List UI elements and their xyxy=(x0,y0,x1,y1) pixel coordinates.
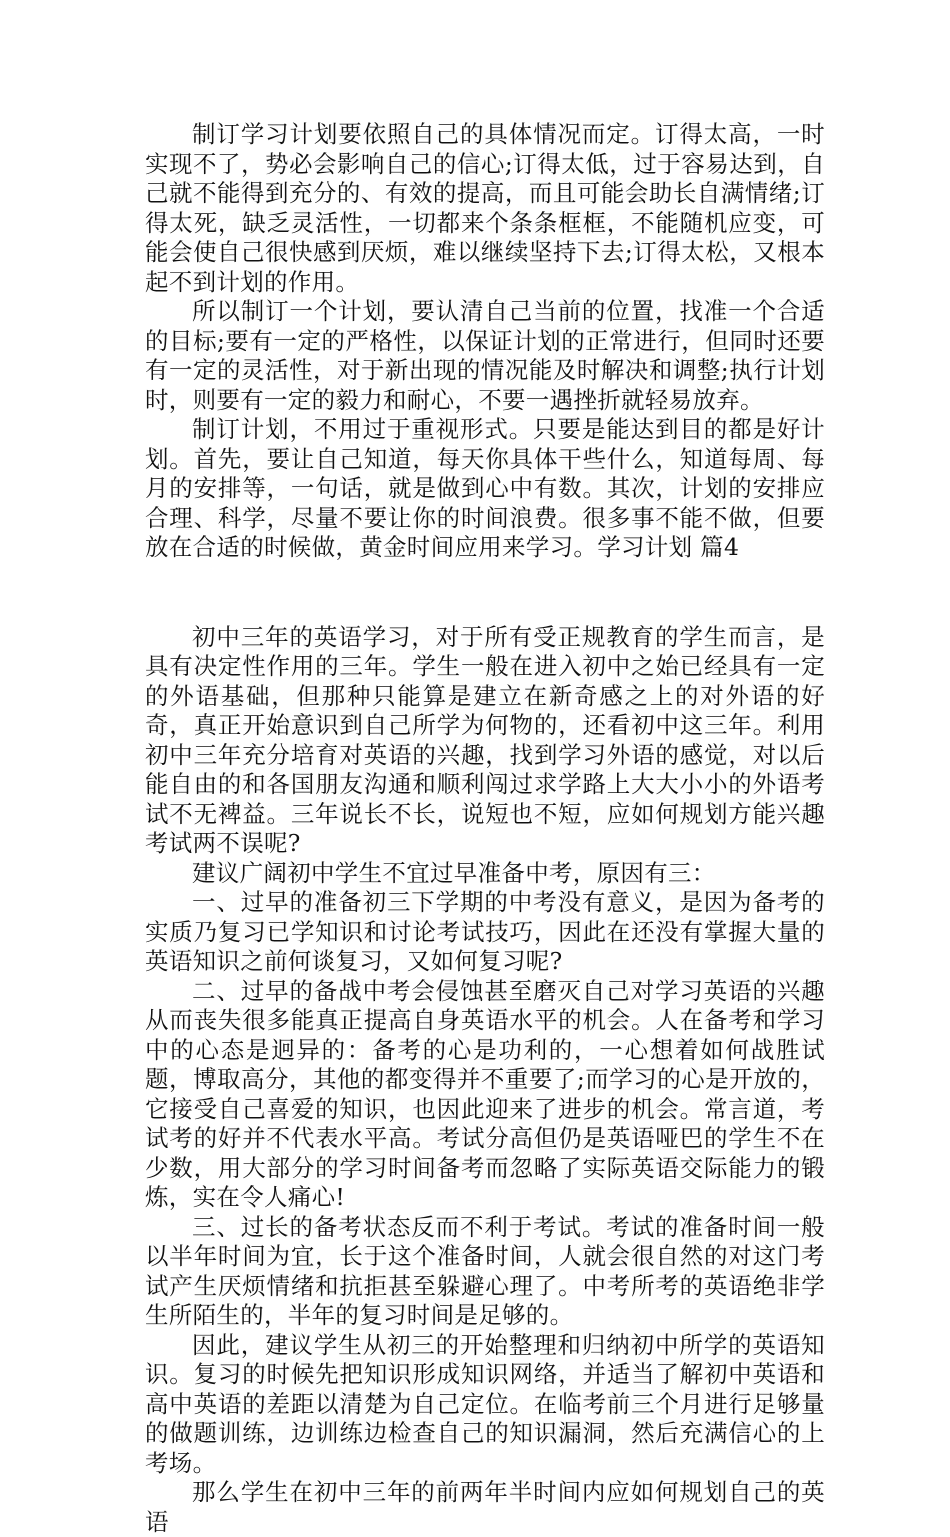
paragraph: 那么学生在初中三年的前两年半时间内应如何规划自己的英语 xyxy=(145,1478,825,1536)
paragraph: 三、过长的备考状态反而不利于考试。考试的准备时间一般以半年时间为宜，长于这个准备时间，人就会很自然的对这门考试产生厌烦情绪和抗拒甚至躲避心理了。中考所考的英语绝非学生所陌生的，半年的复习时间是足够的。 xyxy=(145,1212,825,1329)
paragraph: 因此，建议学生从初三的开始整理和归纳初中所学的英语知识。复习的时候先把知识形成知识网络，并适当了解初中英语和高中英语的差距以清楚为自己定位。在临考前三个月进行足够量的做题训练，边训练边检查自己的知识漏洞，然后充满信心的上考场。 xyxy=(145,1330,825,1477)
paragraph: 制订学习计划要依照自己的具体情况而定。订得太高，一时实现不了，势必会影响自己的信心;订得太低，过于容易达到，自己就不能得到充分的、有效的提高，而且可能会助长自满情绪;订得太死，缺乏灵活性，一切都来个条条框框，不能随机应变，可能会使自己很快感到厌烦，难以继续坚持下去;订得太松，又根本起不到计划的作用。 xyxy=(145,120,825,296)
paragraph: 所以制订一个计划，要认清自己当前的位置，找准一个合适的目标;要有一定的严格性，以保证计划的正常进行，但同时还要有一定的灵活性，对于新出现的情况能及时解决和调整;执行计划时，则要有一定的毅力和耐心，不要一遇挫折就轻易放弃。 xyxy=(145,297,825,414)
paragraph: 二、过早的备战中考会侵蚀甚至磨灭自己对学习英语的兴趣从而丧失很多能真正提高自身英语水平的机会。人在备考和学习中的心态是迥异的：备考的心是功利的，一心想着如何战胜试题，博取高分，其他的都变得并不重要了;而学习的心是开放的，它接受自己喜爱的知识，也因此迎来了进步的机会。常言道，考试考的好并不代表水平高。考试分高但仍是英语哑巴的学生不在少数，用大部分的学习时间备考而忽略了实际英语交际能力的锻炼，实在令人痛心! xyxy=(145,976,825,1211)
paragraph: 一、过早的准备初三下学期的中考没有意义，是因为备考的实质乃复习已学知识和讨论考试技巧，因此在还没有掌握大量的英语知识之前何谈复习，又如何复习呢? xyxy=(145,888,825,975)
section-gap xyxy=(145,563,825,623)
document-body xyxy=(145,120,825,1537)
paragraph: 初中三年的英语学习，对于所有受正规教育的学生而言，是具有决定性作用的三年。学生一般在进入初中之始已经具有一定的外语基础，但那种只能算是建立在新奇感之上的对外语的好奇，真正开始意识到自己所学为何物的，还看初中这三年。利用初中三年充分培育对英语的兴趣，找到学习外语的感觉，对以后能自由的和各国朋友沟通和顺利闯过求学路上大大小小的外语考试不无裨益。三年说长不长，说短也不短，应如何规划方能兴趣考试两不误呢? xyxy=(145,622,825,857)
paragraph: 建议广阔初中学生不宜过早准备中考，原因有三： xyxy=(192,858,716,887)
paragraph: 制订计划，不用过于重视形式。只要是能达到目的都是好计划。首先，要让自己知道，每天你具体干些什么，知道每周、每月的安排等，一句话，就是做到心中有数。其次，计划的安排应合理、科学，尽量不要让你的时间浪费。很多事不能不做，但要放在合适的时候做，黄金时间应用来学习。学习计划 篇4 xyxy=(145,415,825,561)
